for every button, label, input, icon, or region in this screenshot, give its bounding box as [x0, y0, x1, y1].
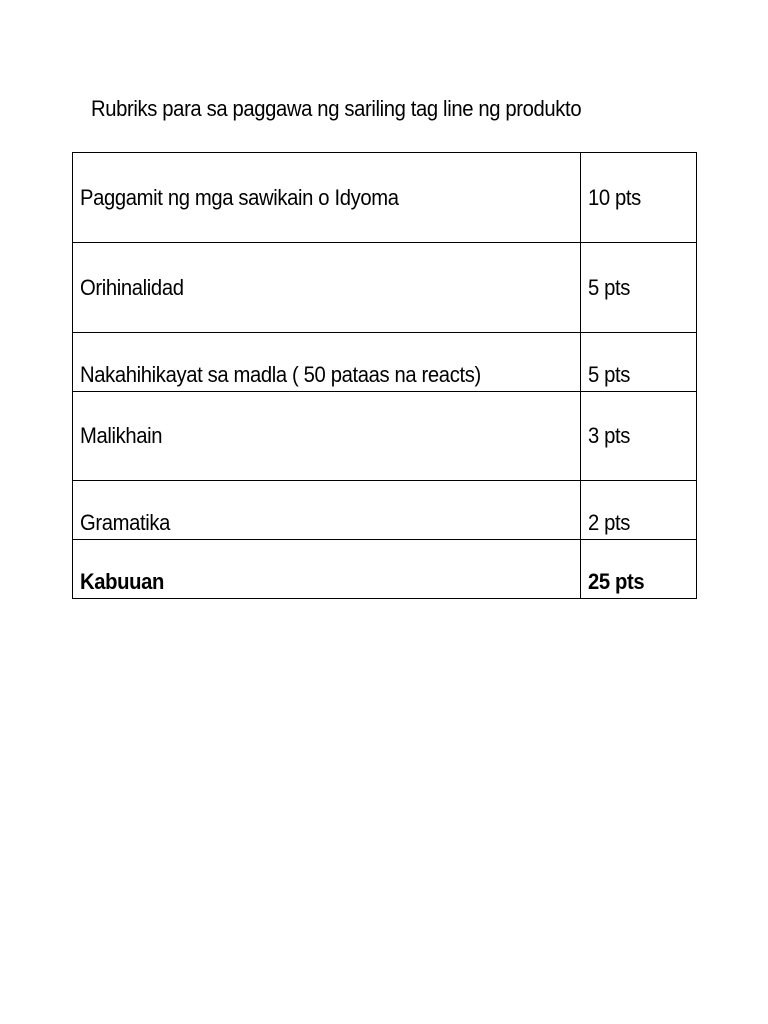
criterion-cell — [73, 153, 581, 243]
points-cell — [581, 153, 697, 243]
document-title: Rubriks para sa paggawa ng sariling tag line ng produkto — [91, 96, 582, 121]
criterion-label: Gramatika — [80, 510, 171, 535]
rubric-row — [73, 153, 697, 243]
criterion-label: Malikhain — [80, 423, 163, 448]
criterion-cell — [73, 392, 581, 481]
total-label-cell — [73, 540, 581, 599]
points-cell — [581, 392, 697, 481]
points-value: 3 pts — [588, 423, 631, 448]
total-points: 25 pts — [588, 569, 645, 594]
criterion-cell — [73, 333, 581, 392]
points-cell — [581, 481, 697, 540]
rubric-row — [73, 243, 697, 333]
criterion-label: Paggamit ng mga sawikain o Idyoma — [80, 184, 399, 210]
points-value: 2 pts — [588, 510, 631, 535]
criterion-cell — [73, 481, 581, 540]
criterion-cell — [73, 243, 581, 333]
total-label: Kabuuan — [80, 569, 165, 594]
points-value: 10 pts — [588, 184, 641, 210]
criterion-label: Nakahihikayat sa madla ( 50 pataas na reacts) — [80, 362, 481, 387]
points-value: 5 pts — [588, 362, 631, 387]
rubric-row — [73, 392, 697, 481]
total-points-cell — [581, 540, 697, 599]
rubric-row — [73, 333, 697, 392]
points-cell — [581, 243, 697, 333]
rubric-table — [72, 152, 697, 599]
rubric-row — [73, 481, 697, 540]
points-cell — [581, 333, 697, 392]
total-row — [73, 540, 697, 599]
criterion-label: Orihinalidad — [80, 274, 184, 300]
points-value: 5 pts — [588, 274, 631, 300]
